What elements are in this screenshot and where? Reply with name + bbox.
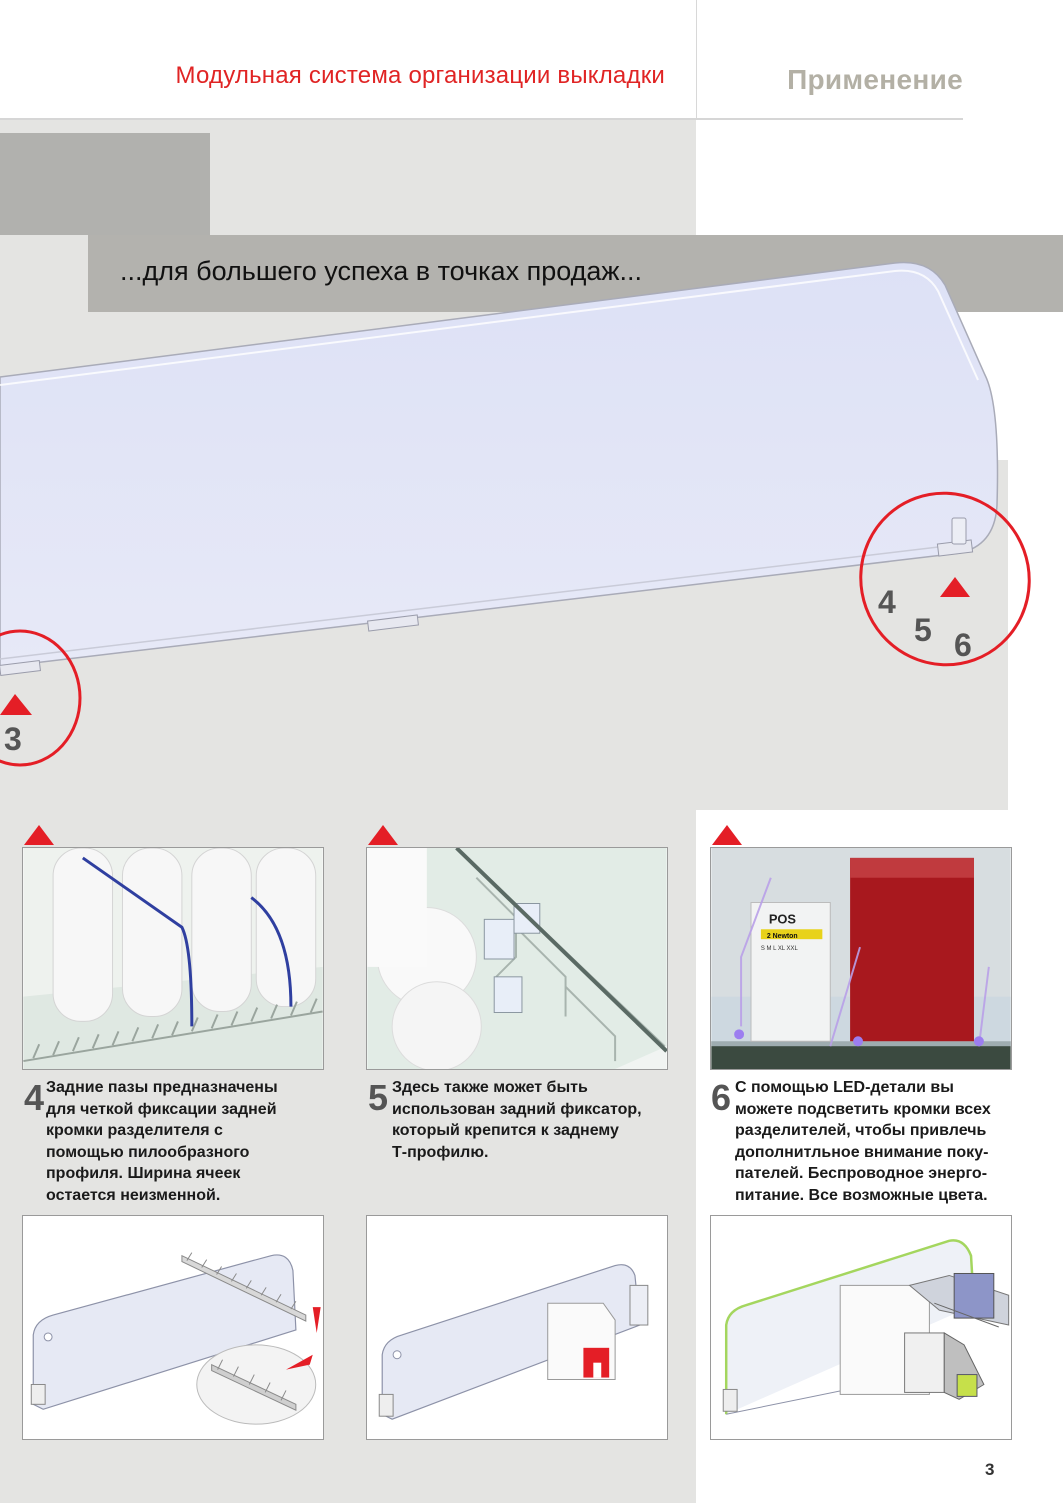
caption-line: профиля. Ширина ячеек xyxy=(46,1165,241,1182)
callout-number-4: 4 xyxy=(878,584,896,620)
caption-line: Задние пазы предназначены xyxy=(46,1079,278,1096)
caption-line: использован задний фиксатор, xyxy=(392,1100,642,1118)
diagram-rear-fixator xyxy=(366,1215,668,1440)
caption-line: остается неизменной. xyxy=(46,1186,221,1204)
caption-line: питание. Все возможные цвета. xyxy=(735,1186,988,1204)
triangle-marker-icon xyxy=(368,825,398,845)
caption-line: Т-профилю. xyxy=(392,1143,489,1161)
caption-line: помощью пилообразного xyxy=(46,1143,250,1161)
caption-line: разделителей, чтобы привлечь xyxy=(735,1122,987,1139)
photo-led-lighting xyxy=(710,847,1012,1070)
caption-line: дополнитльное внимание поку- xyxy=(735,1143,989,1161)
triangle-marker-right-icon xyxy=(940,577,970,597)
caption-line: можете подсветить кромки всех xyxy=(735,1100,991,1118)
diagram-led-lighting xyxy=(710,1215,1012,1440)
feature-caption xyxy=(46,1077,326,1206)
caption-line: который крепится к заднему xyxy=(392,1122,619,1139)
feature-number: 4 xyxy=(24,1077,45,1118)
page-number: 3 xyxy=(985,1460,995,1479)
header-divider-vertical xyxy=(696,0,697,118)
tagline: ...для большего успеха в точках продаж... xyxy=(120,256,642,286)
photo-sawtooth-profile xyxy=(22,847,324,1070)
feature-caption xyxy=(735,1077,1035,1206)
feature-caption xyxy=(392,1077,682,1163)
feature-number: 6 xyxy=(711,1077,732,1118)
photo-brand-text: POS xyxy=(768,911,797,927)
section-label: Применение xyxy=(787,64,963,95)
photo-sizes-text: S M L XL XXL xyxy=(760,946,798,953)
caption-line: кромки разделителя с xyxy=(46,1122,223,1139)
background-white-strip xyxy=(696,120,1063,235)
document-title: Модульная система организации выкладки xyxy=(175,62,665,89)
callout-number-6: 6 xyxy=(954,627,972,663)
photo-rear-fixator xyxy=(366,847,668,1070)
photo-label-text: 2 Newton xyxy=(766,933,798,941)
triangle-marker-left-icon xyxy=(0,694,32,715)
hero-divider-illustration xyxy=(0,235,1063,810)
caption-line: С помощью LED-детали вы xyxy=(735,1079,954,1096)
caption-line: Здесь также может быть xyxy=(392,1079,588,1096)
caption-line: пателей. Беспроводное энерго- xyxy=(735,1165,988,1182)
callout-number-5: 5 xyxy=(914,612,932,648)
triangle-marker-icon xyxy=(712,825,742,845)
triangle-marker-icon xyxy=(24,825,54,845)
divider-panel xyxy=(0,262,998,667)
feature-number: 5 xyxy=(368,1077,389,1118)
diagram-sawtooth-profile xyxy=(22,1215,324,1440)
caption-line: для четкой фиксации задней xyxy=(46,1100,277,1118)
decorative-block xyxy=(0,133,210,235)
callout-number-3: 3 xyxy=(4,721,22,757)
